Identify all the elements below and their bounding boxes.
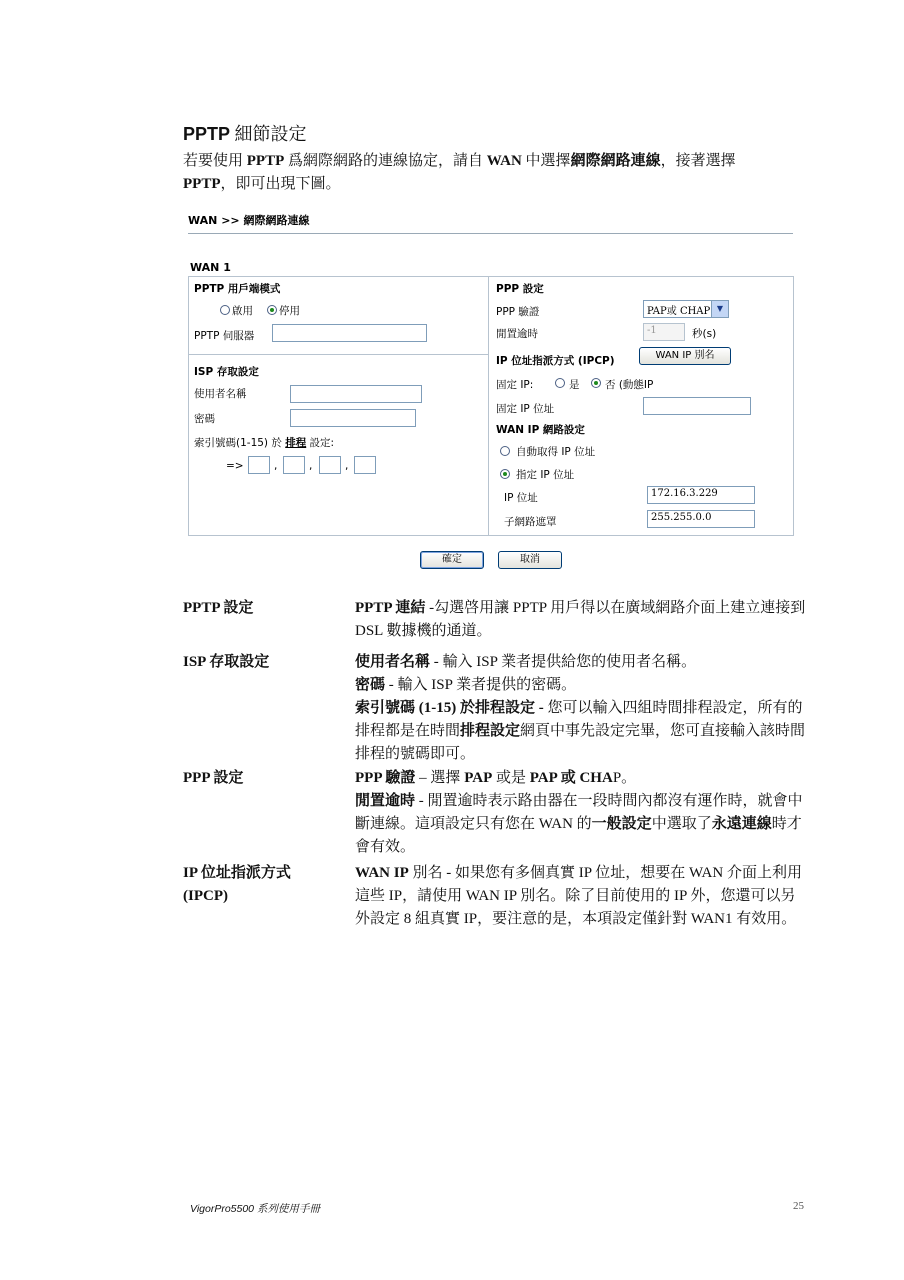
- fixed-ip-yes-radio[interactable]: [555, 378, 565, 388]
- section-title-bold: PPTP: [183, 124, 231, 144]
- desc-ppp: [355, 767, 810, 859]
- intro-paragraph: [183, 150, 813, 196]
- username-input[interactable]: [290, 385, 422, 403]
- ppp-title: PPP 設定: [496, 283, 544, 295]
- desc-text: – 選擇: [415, 770, 465, 786]
- desc-text: - 如果您有多個真實 IP 位址，想要在 WAN 介面上利用這些 IP，請使用 WAN IP 別名。除了目前使用的 IP 外，您還可以另外設定 8 組真實 IP，要注意的是，本項設定僅針對 WAN1 有效用。: [355, 865, 802, 927]
- desc-text: - 輸入 ISP 業者提供給您的使用者名稱。: [430, 654, 697, 670]
- intro-text: ，接著選擇: [660, 153, 736, 169]
- chevron-down-icon[interactable]: ▼: [711, 301, 728, 317]
- schedule-index-text: 索引號碼(1-15) 於: [194, 437, 286, 449]
- wan-ip-alias-button[interactable]: WAN IP 別名: [639, 347, 731, 365]
- desc-text: 中選取了: [651, 816, 712, 832]
- intro-text: 若要使用: [183, 153, 247, 169]
- fixed-ip-no-label: 否 (動態IP: [605, 379, 654, 391]
- term-ipcp-line2: (IPCP): [183, 888, 228, 904]
- page-number: 25: [793, 1200, 804, 1212]
- desc-bold: 密碼: [355, 677, 386, 693]
- desc-bold: 排程設定: [460, 723, 521, 739]
- desc-text: 您可以輸入四組時間排程設定，所有的排程都是在時間: [355, 700, 803, 739]
- ok-button[interactable]: 確定: [420, 551, 484, 569]
- breadcrumb-divider: [188, 233, 793, 234]
- desc-bold: 使用者名稱: [355, 654, 431, 670]
- pptp-server-input[interactable]: [272, 324, 427, 342]
- schedule-index-4[interactable]: [354, 456, 376, 474]
- schedule-sep: ,: [309, 460, 313, 472]
- desc-bold: PPP 驗證: [355, 770, 416, 786]
- desc-isp: [355, 651, 810, 766]
- fixed-ip-label: 固定 IP:: [496, 379, 534, 391]
- intro-bold: 網際網路連線: [570, 153, 661, 169]
- desc-text: P。: [612, 770, 637, 786]
- pptp-disable-radio[interactable]: [267, 305, 277, 315]
- breadcrumb: WAN >> 網際網路連線: [188, 214, 310, 227]
- fixed-ip-address-label: 固定 IP 位址: [496, 403, 555, 415]
- schedule-arrow: =>: [226, 460, 244, 472]
- idle-timeout-unit: 秒(s): [692, 328, 717, 340]
- intro-bold: PPTP: [246, 153, 285, 169]
- term-isp: ISP 存取設定: [183, 654, 270, 670]
- pptp-enable-label: 啟用: [232, 305, 253, 317]
- desc-bold: PAP 或 CHA: [529, 770, 613, 786]
- schedule-index-3[interactable]: [319, 456, 341, 474]
- schedule-index-text: 設定:: [306, 437, 335, 449]
- intro-bold: PPTP: [183, 176, 221, 192]
- auto-ip-label: 自動取得 IP 位址: [516, 446, 596, 458]
- intro-bold: WAN: [486, 153, 522, 169]
- desc-bold: PAP: [464, 770, 493, 786]
- fixed-ip-no-radio[interactable]: [591, 378, 601, 388]
- specify-ip-label: 指定 IP 位址: [516, 469, 575, 481]
- intro-text: ，即可出現下圖。: [220, 176, 341, 192]
- term-ppp: PPP 設定: [183, 770, 244, 786]
- term-ipcp-line1: IP 位址指派方式: [183, 865, 291, 881]
- desc-bold: 一般設定: [591, 816, 652, 832]
- idle-timeout-label: 閒置逾時: [496, 328, 538, 340]
- button-bar: [188, 551, 793, 573]
- username-label: 使用者名稱: [194, 388, 247, 400]
- left-section-divider: [188, 354, 488, 355]
- desc-text: - 輸入 ISP 業者提供的密碼。: [385, 677, 577, 693]
- desc-text: 或是: [492, 770, 530, 786]
- wan-config-panel: [188, 208, 793, 538]
- fixed-ip-address-input[interactable]: [643, 397, 751, 415]
- desc-bold: WAN IP: [355, 865, 409, 881]
- desc-text: -勾選啓用讓 PPTP 用戶得以在廣域網路介面上建立連接到 DSL 數據機的通道。: [355, 600, 806, 639]
- term-pptp: PPTP 設定: [183, 600, 254, 616]
- desc-bold: 索引號碼 (1-15) 於排程設定 -: [355, 700, 544, 716]
- schedule-index-label: [194, 435, 334, 450]
- desc-text: 別名: [408, 865, 443, 881]
- footer-manual-title: VigorPro5500 系列使用手冊: [190, 1203, 320, 1215]
- ip-address-input[interactable]: 172.16.3.229: [647, 486, 755, 504]
- ppp-auth-label: PPP 驗證: [496, 306, 540, 318]
- desc-text: - 閒置逾時表示路由器在一段時間內都沒有運作時，就會中斷連線。這項設定只有您在 WAN 的: [355, 793, 803, 832]
- schedule-link[interactable]: 排程: [285, 437, 307, 449]
- term-ipcp: [183, 862, 333, 908]
- section-title-rest: 細節設定: [230, 124, 307, 144]
- pptp-disable-label: 停用: [279, 305, 300, 317]
- pptp-server-label: PPTP 伺服器: [194, 330, 255, 342]
- cancel-button[interactable]: 取消: [498, 551, 562, 569]
- schedule-sep: ,: [345, 460, 349, 472]
- specify-ip-radio[interactable]: [500, 469, 510, 479]
- ipcp-title: IP 位址指派方式 (IPCP): [496, 355, 615, 367]
- desc-text: 時才會有效。: [355, 816, 802, 855]
- idle-timeout-input[interactable]: -1: [643, 323, 685, 341]
- subnet-mask-label: 子網路遮罩: [504, 516, 557, 528]
- password-input[interactable]: [290, 409, 416, 427]
- fixed-ip-yes-label: 是: [569, 379, 580, 391]
- desc-bold: 閒置逾時: [355, 793, 416, 809]
- desc-ipcp: [355, 862, 810, 931]
- desc-pptp: [355, 597, 810, 643]
- schedule-index-2[interactable]: [283, 456, 305, 474]
- desc-bold: PPTP 連結: [355, 600, 426, 616]
- desc-bold: 永遠連線: [711, 816, 772, 832]
- section-title: [183, 120, 307, 146]
- isp-title: ISP 存取設定: [194, 366, 259, 378]
- intro-text: 中選擇: [521, 153, 571, 169]
- password-label: 密碼: [194, 413, 215, 425]
- schedule-sep: ,: [274, 460, 278, 472]
- column-divider: [488, 276, 489, 536]
- pptp-enable-radio[interactable]: [220, 305, 230, 315]
- pptp-mode-title: PPTP 用戶端模式: [194, 283, 281, 295]
- auto-ip-radio[interactable]: [500, 446, 510, 456]
- subnet-mask-input[interactable]: 255.255.0.0: [647, 510, 755, 528]
- ip-address-label: IP 位址: [504, 492, 538, 504]
- wan-ip-title: WAN IP 網路設定: [496, 424, 585, 436]
- intro-text: 爲網際網路的連線協定，請自: [284, 153, 487, 169]
- schedule-index-1[interactable]: [248, 456, 270, 474]
- ppp-auth-select[interactable]: [643, 300, 729, 318]
- ppp-auth-value: PAP或 CHAP: [647, 306, 711, 317]
- desc-text: 網頁中事先設定完畢，您可直接輸入該時間排程的號碼即可。: [355, 723, 806, 762]
- wan-label: WAN 1: [190, 261, 231, 274]
